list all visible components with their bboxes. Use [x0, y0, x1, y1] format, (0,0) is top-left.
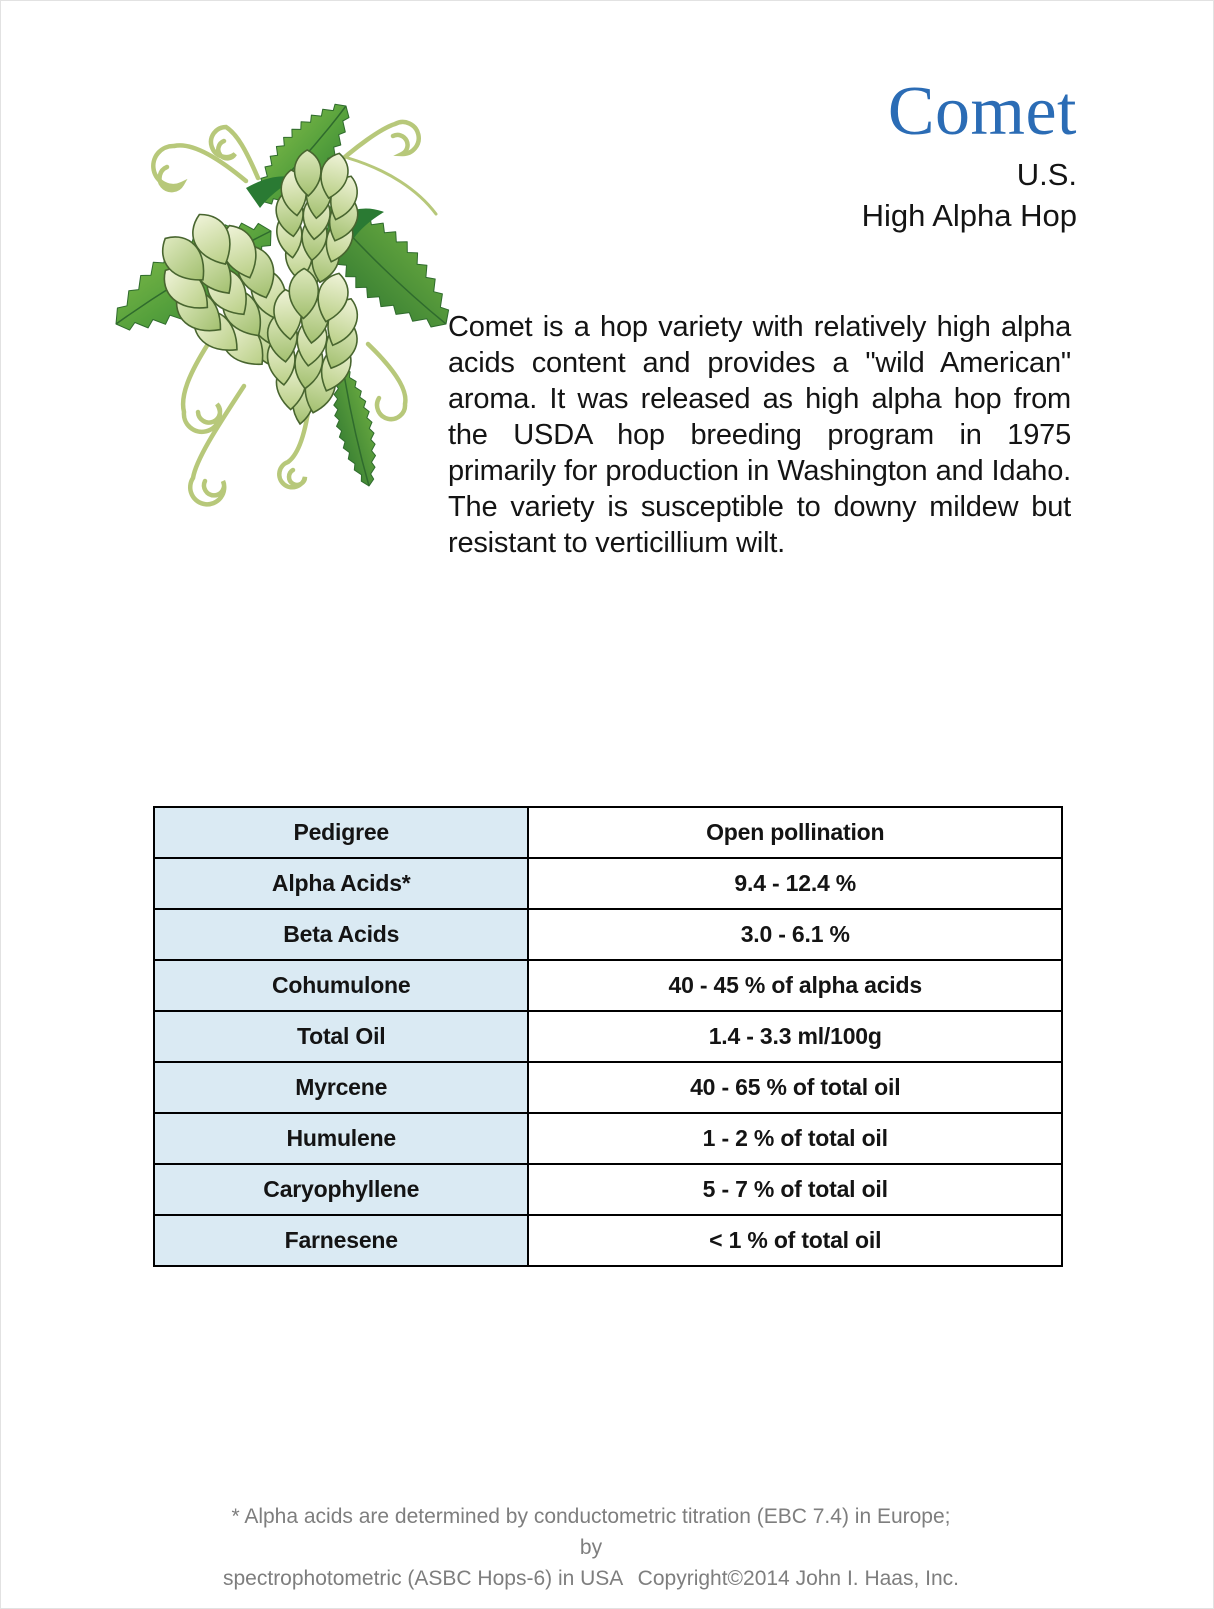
hop-illustration: [96, 86, 451, 541]
table-row: [154, 1164, 1062, 1215]
table-row-label: Farnesene: [154, 1215, 528, 1266]
table-row-label: Total Oil: [154, 1011, 528, 1062]
table-row: [154, 960, 1062, 1011]
hop-characteristics-table: [153, 806, 1063, 1267]
table-row-value: 1 - 2 % of total oil: [528, 1113, 1062, 1164]
table-row-label: Alpha Acids*: [154, 858, 528, 909]
table-row-label: Cohumulone: [154, 960, 528, 1011]
table-row: [154, 909, 1062, 960]
page-footer: [223, 1501, 959, 1594]
table-row: [154, 1113, 1062, 1164]
description-paragraph: Comet is a hop variety with relatively high alpha acids content and provides a "wild American" aroma. It was released as high alpha hop from the USDA hop breeding program in 1975 primarily for production in Washington and Idaho. The variety is susceptible to downy mildew but resistant to verticillium wilt.: [448, 311, 1071, 559]
table-row-value: 5 - 7 % of total oil: [528, 1164, 1062, 1215]
table-row-value: 3.0 - 6.1 %: [528, 909, 1062, 960]
table-row-label: Caryophyllene: [154, 1164, 528, 1215]
copyright: Copyright©2014 John I. Haas, Inc.: [637, 1567, 959, 1590]
table-row-value: < 1 % of total oil: [528, 1215, 1062, 1266]
subtitle-origin: U.S.: [1016, 157, 1077, 192]
table-row-value: 1.4 - 3.3 ml/100g: [528, 1011, 1062, 1062]
table-row-value: 9.4 - 12.4 %: [528, 858, 1062, 909]
table-row: [154, 1011, 1062, 1062]
table-row-value: Open pollination: [528, 807, 1062, 858]
table-row: [154, 1062, 1062, 1113]
footnote-line1: * Alpha acids are determined by conductometric titration (EBC 7.4) in Europe; by: [231, 1505, 951, 1559]
table-row-label: Myrcene: [154, 1062, 528, 1113]
table-row-label: Humulene: [154, 1113, 528, 1164]
subtitle-category: High Alpha Hop: [861, 198, 1077, 233]
table-row-label: Beta Acids: [154, 909, 528, 960]
table-row: [154, 1215, 1062, 1266]
table-row-label: Pedigree: [154, 807, 528, 858]
table-row-value: 40 - 65 % of total oil: [528, 1062, 1062, 1113]
table-row-value: 40 - 45 % of alpha acids: [528, 960, 1062, 1011]
table-body: [154, 807, 1062, 1266]
footnote-line2: spectrophotometric (ASBC Hops-6) in USA: [223, 1567, 624, 1590]
table-row: [154, 858, 1062, 909]
title-block: [861, 73, 1077, 236]
page-title: Comet: [887, 73, 1077, 150]
table-row: [154, 807, 1062, 858]
